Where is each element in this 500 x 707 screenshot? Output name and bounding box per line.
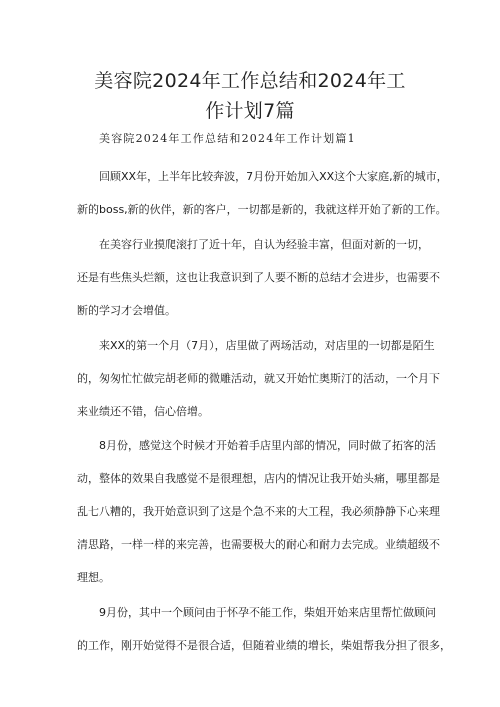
body-text-line: 来业绩还不错，信心倍增。 xyxy=(77,405,209,418)
document-title-line-2: 作计划7篇 xyxy=(205,100,295,122)
body-text-line: 乱七八糟的，我开始意识到了这是个急不来的大工程，我必须静静下心来理 xyxy=(77,505,440,518)
body-text-line: 清思路，一样一样的来完善，也需要极大的耐心和耐力去完成。业绩超级不 xyxy=(77,538,440,551)
body-text-line: 理想。 xyxy=(77,571,110,584)
body-text-line: 动，整体的效果自我感觉不是很理想，店内的情况让我开始头痛，哪里都是 xyxy=(77,472,440,485)
body-text-line: 还是有些焦头烂额，这也让我意识到了人要不断的总结才会进步，也需要不 xyxy=(77,271,440,284)
body-text-line: 断的学习才会增值。 xyxy=(77,304,176,317)
body-text-line: 在美容行业摸爬滚打了近十年，自认为经验丰富，但面对新的一切， xyxy=(99,238,429,251)
body-text-line: 新的boss,新的伙伴，新的客户，一切都是新的，我就这样开始了新的工作。 xyxy=(77,203,447,216)
section-heading: 美容院2024年工作总结和2024年工作计划篇1 xyxy=(99,132,356,145)
body-text-line: 回顾XX年，上半年比较奔波，7月份开始加入XX这个大家庭,新的城市， xyxy=(99,170,448,183)
body-text-line: 来XX的第一个月（7月），店里做了两场活动，对店里的一切都是陌生 xyxy=(99,339,435,352)
body-text-line: 的工作，刚开始觉得不是很合适，但随着业绩的增长，柴姐帮我分担了很多， xyxy=(77,639,451,652)
body-text-line: 9月份，其中一个顾问由于怀孕不能工作，柴姐开始来店里帮忙做顾问 xyxy=(99,606,436,619)
body-text-line: 8月份，感觉这个时候才开始着手店里内部的情况，同时做了拓客的活 xyxy=(99,439,436,452)
body-text-line: 的，匆匆忙忙做完胡老师的微雕活动，就又开始忙奥斯汀的活动，一个月下 xyxy=(77,372,440,385)
document-title-line-1: 美容院2024年工作总结和2024年工 xyxy=(94,70,406,92)
